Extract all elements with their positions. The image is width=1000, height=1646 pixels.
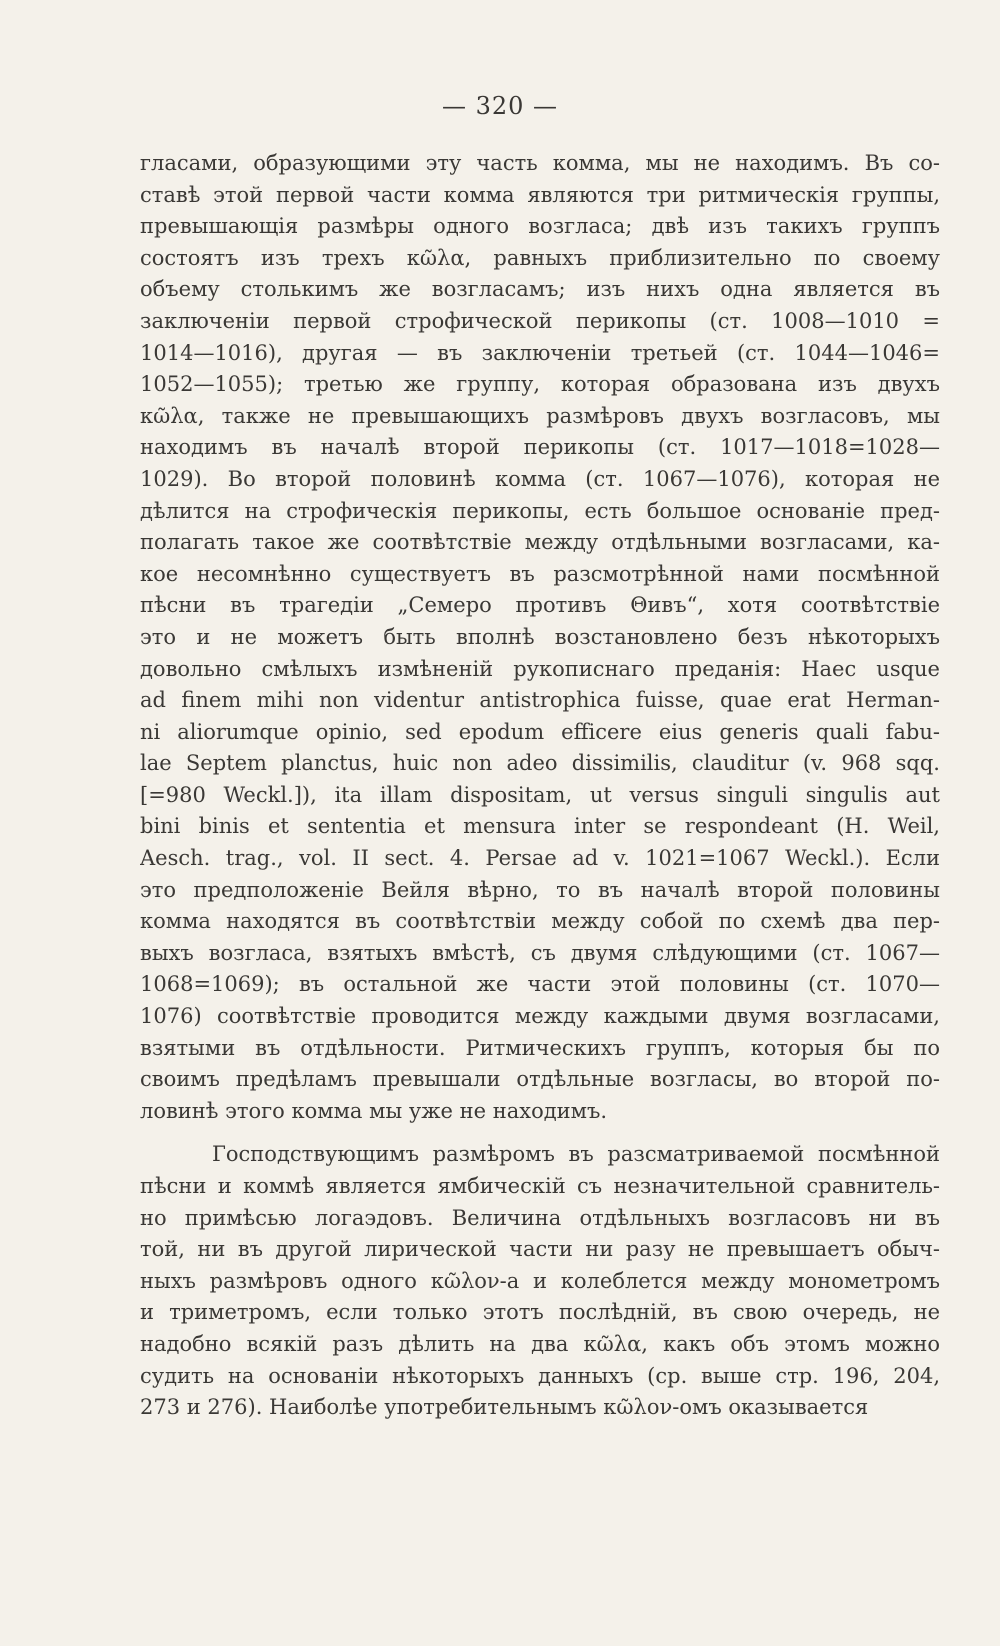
text-line: ныхъ размѣровъ одного κῶλον-а и колеблется между монометромъ: [140, 1268, 940, 1293]
text-line: κῶλα, также не превышающихъ размѣровъ двухъ возгласовъ, мы: [140, 403, 940, 428]
text-line: [=980 Weckl.]), ita illam dispositam, ut versus singuli singulis aut: [140, 782, 940, 807]
text-line: судить на основаніи нѣкоторыхъ данныхъ (ср. выше стр. 196, 204,: [140, 1363, 940, 1388]
text-line: 1076) соотвѣтствіе проводится между каждыми двумя возгласами,: [140, 1004, 940, 1029]
text-line: 1029). Во второй половинѣ комма (ст. 1067—1076), которая не: [140, 466, 940, 491]
text-line: и триметромъ, если только этотъ послѣдній, въ свою очередь, не: [140, 1300, 940, 1325]
text-line: Aesch. trag., vol. II sect. 4. Persae ad v. 1021=1067 Weckl.). Если: [140, 846, 940, 871]
text-line: заключеніи первой строфической перикопы (ст. 1008—1010 =: [140, 308, 940, 333]
text-line: bini binis et sententia et mensura inter se respondeant (H. Weil,: [140, 814, 940, 839]
text-line: ni aliorumque opinio, sed epodum efficere eius generis quali fabu-: [140, 719, 940, 744]
text-line: той, ни въ другой лирической части ни разу не превышаетъ обыч-: [140, 1237, 940, 1262]
text-line: гласами, образующими эту часть комма, мы не находимъ. Въ со-: [140, 151, 940, 175]
body-text: [140, 148, 940, 1424]
text-line: но примѣсью логаэдовъ. Величина отдѣльныхъ возгласовъ ни въ: [140, 1205, 940, 1230]
text-line: полагать такое же соотвѣтствіе между отдѣльными возгласами, ка-: [140, 530, 940, 555]
text-line: 273 и 276). Наиболѣе употребительнымъ κῶλον-омъ оказывается: [140, 1395, 869, 1420]
text-line: Господствующимъ размѣромъ въ разсматриваемой посмѣнной: [212, 1142, 940, 1167]
text-line: превышающія размѣры одного возгласа; двѣ изъ такихъ группъ: [140, 214, 940, 239]
text-line: ad finem mihi non videntur antistrophica fuisse, quae erat Herman-: [140, 688, 940, 713]
text-line: ловинѣ этого комма мы уже не находимъ.: [140, 1098, 608, 1123]
text-line: довольно смѣлыхъ измѣненій рукописнаго преданія: Haec usque: [140, 656, 940, 681]
text-line: взятыми въ отдѣльности. Ритмическихъ группъ, которыя бы по: [140, 1035, 940, 1060]
text-line: своимъ предѣламъ превышали отдѣльные возгласы, во второй по-: [140, 1067, 940, 1092]
text-line: находимъ въ началѣ второй перикопы (ст. 1017—1018=1028—: [140, 435, 940, 460]
text-line: дѣлится на строфическія перикопы, есть большое основаніе пред-: [140, 498, 940, 523]
text-line: это и не можетъ быть вполнѣ возстановлено безъ нѣкоторыхъ: [140, 624, 940, 649]
text-line: это предположеніе Вейля вѣрно, то въ началѣ второй половины: [140, 877, 940, 902]
text-line: lae Septem planctus, huic non adeo dissimilis, clauditur (v. 968 sqq.: [140, 751, 940, 776]
paragraph: [140, 148, 940, 1127]
text-line: 1014—1016), другая — въ заключеніи третьей (ст. 1044—1046=: [140, 340, 940, 365]
text-line: надобно всякій разъ дѣлить на два κῶλα, какъ объ этомъ можно: [140, 1331, 940, 1356]
paragraph: [140, 1139, 940, 1423]
text-line: кое несомнѣнно существуетъ въ разсмотрѣнной нами посмѣнной: [140, 561, 940, 586]
text-line: выхъ возгласа, взятыхъ вмѣстѣ, съ двумя слѣдующими (ст. 1067—: [140, 940, 940, 965]
text-line: 1052—1055); третью же группу, которая образована изъ двухъ: [140, 372, 940, 397]
text-line: объему столькимъ же возгласамъ; изъ нихъ одна является въ: [140, 277, 940, 302]
paragraph-gap: [140, 1127, 940, 1139]
text-line: пѣсни въ трагедіи „Семеро противъ Θивъ“, хотя соотвѣтствіе: [140, 593, 940, 618]
text-line: пѣсни и коммѣ является ямбическій съ незначительной сравнитель-: [140, 1174, 940, 1198]
page-number: — 320 —: [441, 92, 559, 120]
text-line: 1068=1069); въ остальной же части этой половины (ст. 1070—: [140, 972, 940, 997]
text-line: состоятъ изъ трехъ κῶλα, равныхъ приблизительно по своему: [140, 245, 940, 270]
text-line: комма находятся въ соотвѣтствіи между собой по схемѣ два пер-: [140, 909, 940, 934]
text-line: ставѣ этой первой части комма являются три ритмическія группы,: [140, 182, 940, 207]
